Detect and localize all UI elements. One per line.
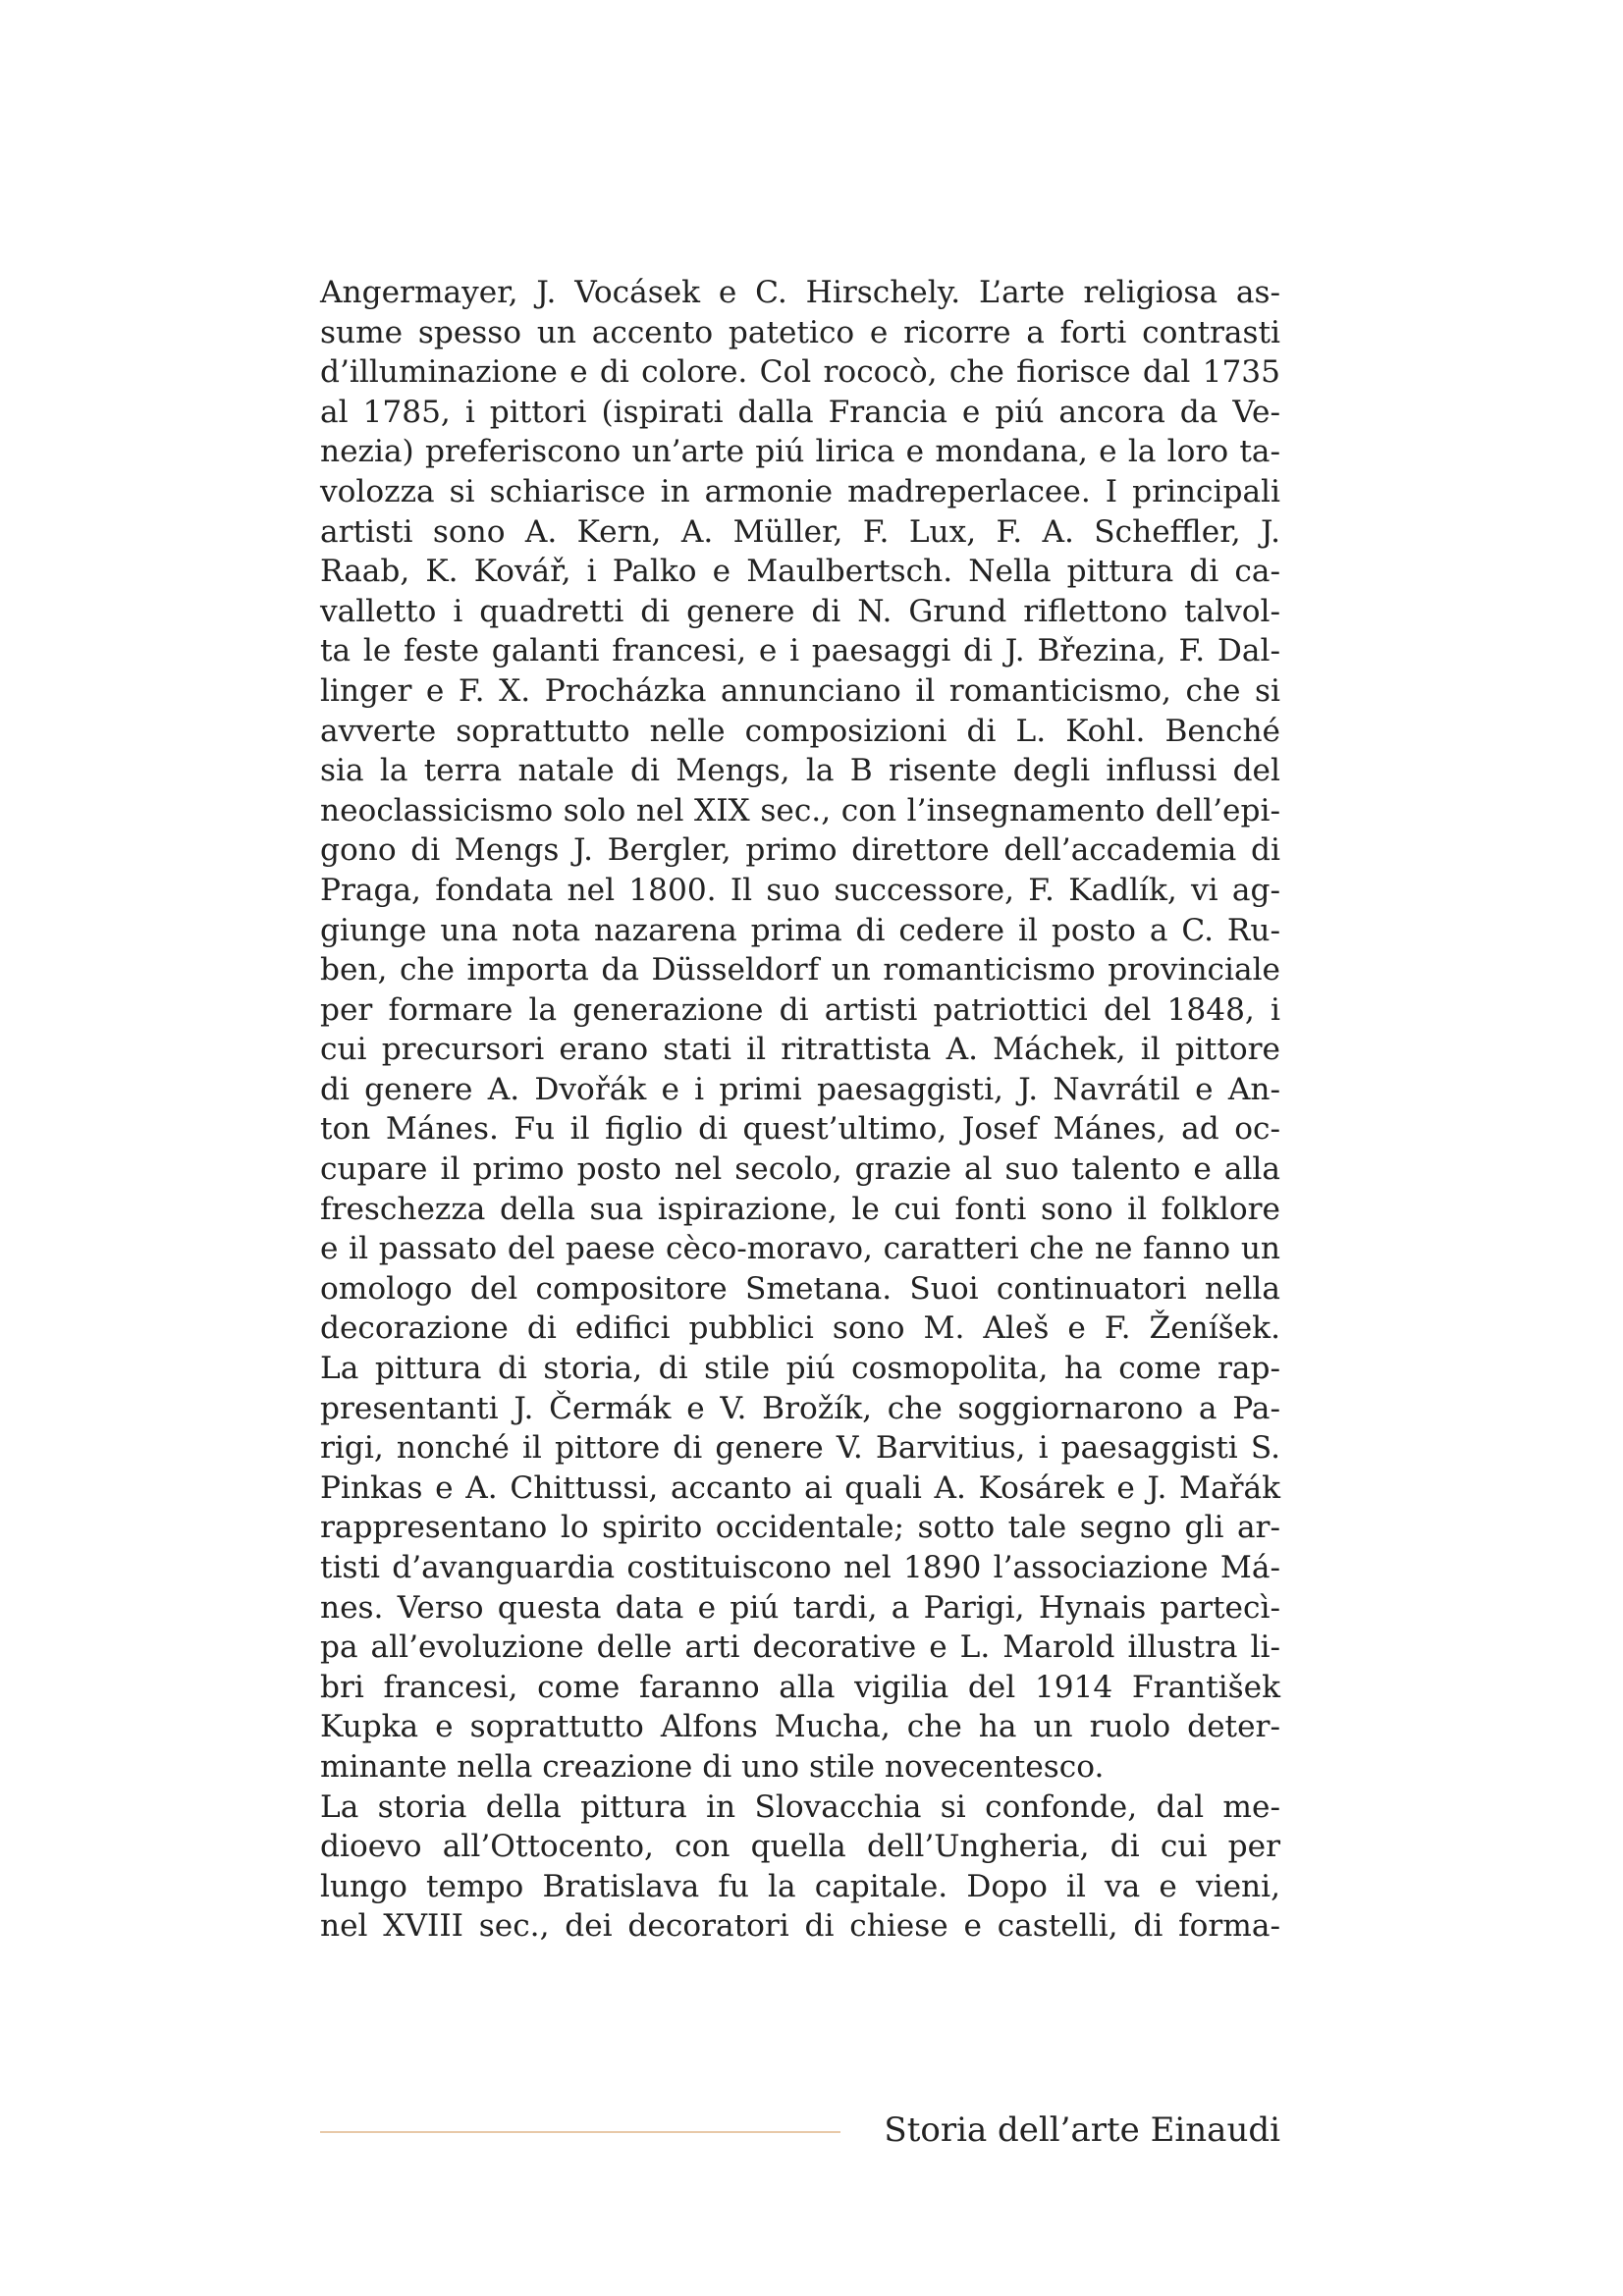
text-line: gono di Mengs J. Bergler, primo direttore dell’accademia di bbox=[320, 832, 1280, 869]
text-line: ben, che importa da Düsseldorf un romanticismo provinciale bbox=[320, 952, 1280, 988]
text-line: Angermayer, J. Vocásek e C. Hirschely. L’arte religiosa as- bbox=[320, 275, 1280, 310]
text-line: Kupka e soprattutto Alfons Mucha, che ha un ruolo deter- bbox=[320, 1709, 1280, 1745]
text-line: minante nella creazione di uno stile novecentesco. bbox=[320, 1748, 1105, 1785]
text-line: nezia) preferiscono un’arte piú lirica e mondana, e la loro ta- bbox=[320, 434, 1280, 470]
footer-rule bbox=[320, 2131, 840, 2133]
paragraph-1 bbox=[320, 273, 1280, 1788]
text-line: artisti sono A. Kern, A. Müller, F. Lux, F. A. Scheffler, J. bbox=[320, 513, 1280, 550]
text-line: valletto i quadretti di genere di N. Grund riflettono talvol- bbox=[320, 593, 1280, 629]
text-line: neoclassicismo solo nel XIX sec., con l’insegnamento dell’epi- bbox=[320, 792, 1280, 828]
text-line: cui precursori erano stati il ritrattista A. Máchek, il pittore bbox=[320, 1032, 1280, 1068]
text-line: e il passato del paese cèco-moravo, caratteri che ne fanno un bbox=[320, 1231, 1280, 1267]
text-line: presentanti J. Čermák e V. Brožík, che soggiornarono a Pa- bbox=[320, 1390, 1280, 1426]
text-line: giunge una nota nazarena prima di cedere il posto a C. Ru- bbox=[320, 912, 1280, 948]
text-line: Pinkas e A. Chittussi, accanto ai quali A. Kosárek e J. Mařák bbox=[320, 1469, 1280, 1506]
text-line: sume spesso un accento patetico e ricorre a forti contrasti bbox=[320, 314, 1280, 350]
text-line: dioevo all’Ottocento, con quella dell’Ungheria, di cui per bbox=[320, 1829, 1280, 1865]
text-line: decorazione di edifici pubblici sono M. Aleš e F. Ženíšek. bbox=[320, 1310, 1280, 1347]
text-line: Praga, fondata nel 1800. Il suo successore, F. Kadlík, vi ag- bbox=[320, 872, 1280, 908]
paragraph-2 bbox=[320, 1788, 1280, 1947]
text-line: La storia della pittura in Slovacchia si confonde, dal me- bbox=[320, 1789, 1280, 1825]
text-line: volozza si schiarisce in armonie madreperlacee. I principali bbox=[320, 473, 1280, 509]
text-line: rappresentano lo spirito occidentale; sotto tale segno gli ar- bbox=[320, 1510, 1280, 1546]
text-line: bri francesi, come faranno alla vigilia del 1914 František bbox=[320, 1669, 1280, 1705]
text-line: linger e F. X. Procházka annunciano il romanticismo, che si bbox=[320, 672, 1280, 709]
body-text bbox=[320, 273, 1280, 1947]
text-line: omologo del compositore Smetana. Suoi continuatori nella bbox=[320, 1270, 1280, 1307]
text-line: ton Mánes. Fu il figlio di quest’ultimo, Josef Mánes, ad oc- bbox=[320, 1111, 1280, 1148]
text-line: rigi, nonché il pittore di genere V. Barvitius, i paesaggisti S. bbox=[320, 1430, 1280, 1467]
text-line: La pittura di storia, di stile piú cosmopolita, ha come rap- bbox=[320, 1351, 1280, 1387]
text-line: di genere A. Dvořák e i primi paesaggisti, J. Navrátil e An- bbox=[320, 1071, 1280, 1107]
text-line: freschezza della sua ispirazione, le cui fonti sono il folklore bbox=[320, 1191, 1280, 1227]
text-line: nes. Verso questa data e piú tardi, a Parigi, Hynais partecì- bbox=[320, 1589, 1280, 1626]
footer-title: Storia dell’arte Einaudi bbox=[884, 2110, 1280, 2150]
text-line: ta le feste galanti francesi, e i paesaggi di J. Březina, F. Dal- bbox=[320, 633, 1280, 669]
text-line: tisti d’avanguardia costituiscono nel 1890 l’associazione Má- bbox=[320, 1550, 1280, 1585]
text-line: lungo tempo Bratislava fu la capitale. Dopo il va e vieni, bbox=[320, 1868, 1280, 1904]
text-line: d’illuminazione e di colore. Col rococò, che fiorisce dal 1735 bbox=[320, 354, 1280, 391]
text-line: nel XVIII sec., dei decoratori di chiese e castelli, di forma- bbox=[320, 1908, 1280, 1945]
text-line: Raab, K. Kovář, i Palko e Maulbertsch. Nella pittura di ca- bbox=[320, 554, 1280, 590]
text-line: avverte soprattutto nelle composizioni di L. Kohl. Benché bbox=[320, 713, 1280, 749]
text-line: al 1785, i pittori (ispirati dalla Francia e piú ancora da Ve- bbox=[320, 394, 1280, 430]
text-line: pa all’evoluzione delle arti decorative e L. Marold illustra li- bbox=[320, 1629, 1280, 1666]
text-line: sia la terra natale di Mengs, la B risente degli influssi del bbox=[320, 753, 1280, 789]
text-line: cupare il primo posto nel secolo, grazie al suo talento e alla bbox=[320, 1151, 1280, 1188]
text-line: per formare la generazione di artisti patriottici del 1848, i bbox=[320, 991, 1280, 1028]
